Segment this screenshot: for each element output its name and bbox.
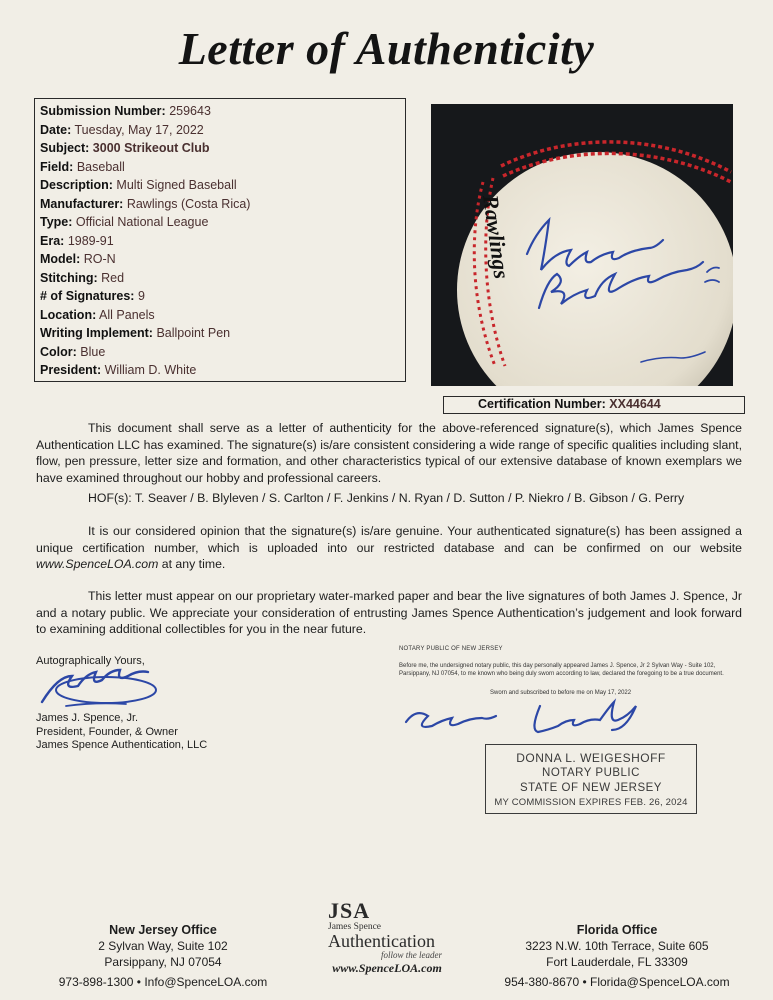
info-label: Manufacturer: — [40, 196, 124, 211]
office-city: Parsippany, NJ 07054 — [104, 955, 222, 969]
info-row — [40, 361, 400, 380]
closing-text: Autographically Yours, — [36, 655, 145, 667]
info-label: Submission Number: — [40, 104, 166, 118]
info-label: Date: — [40, 122, 72, 137]
opinion-paragraph — [36, 523, 742, 573]
paragraph-text: It is our considered opinion that the signature(s) is/are genuine. Your authenticated signature(s) has been assigned a unique certification number, which is uploaded into our restricted database and can be confirmed on our website — [36, 524, 742, 555]
office-address: 3223 N.W. 10th Terrace, Suite 605 — [525, 939, 709, 953]
signatory-name: James J. Spence, Jr. — [36, 712, 139, 724]
notary-expiry: MY COMMISSION EXPIRES FEB. 26, 2024 — [494, 797, 688, 808]
info-row — [40, 139, 400, 158]
signatory-company: James Spence Authentication, LLC — [36, 739, 208, 751]
office-contact: 954-380-8670 • Florida@SpenceLOA.com — [504, 975, 730, 989]
authenticity-paragraph — [36, 420, 742, 486]
spence-signature — [36, 668, 166, 717]
info-value: Tuesday, May 17, 2022 — [74, 122, 204, 137]
paragraph-text: This document shall serve as a letter of authenticity for the above-referenced signature(s), which James Spence Authentication LLC has examined. The signature(s) is/are consistent considering a wide range of specific qualities including slant, flow, pen pressure, letter size and formation, and other characteristics typical of our extensive database of known exemplars we have examined throughout our hobby and professional careers. — [36, 421, 742, 485]
info-value: Official National League — [75, 215, 209, 229]
info-label: Era: — [40, 233, 65, 248]
signatory-title: President, Founder, & Owner — [36, 725, 178, 738]
logo-authentication: Authentication — [328, 931, 435, 951]
info-value: 9 — [137, 289, 145, 303]
info-value: William D. White — [104, 363, 197, 377]
notary-signature — [400, 698, 660, 743]
info-value: Blue — [80, 344, 106, 359]
baseball-photo — [431, 104, 733, 386]
office-city: Fort Lauderdale, FL 33309 — [546, 955, 688, 969]
baseball-image — [431, 104, 733, 386]
info-row — [40, 232, 400, 251]
office-address: 2 Sylvan Way, Suite 102 — [98, 939, 228, 953]
notary-statement: Before me, the undersigned notary public, this day personally appeared James J. Spence, Jr 2 Sylvan Way - Suite 102, Parsippany, NJ 07054, to me known who being duly sworn according to law, declared the foregoing to be a true document. — [399, 663, 724, 677]
signatory-block — [36, 712, 207, 753]
info-label: Description: — [40, 178, 113, 192]
info-value: 259643 — [169, 104, 211, 118]
notary-state: STATE OF NEW JERSEY — [520, 782, 662, 794]
info-value: 3000 Strikeout Club — [92, 141, 210, 155]
info-row — [40, 269, 400, 288]
info-row — [40, 158, 400, 177]
info-value: Rawlings (Costa Rica) — [126, 196, 251, 211]
info-row — [40, 176, 400, 195]
info-label: Model: — [40, 252, 81, 266]
office-title: Florida Office — [576, 923, 658, 937]
jsa-logo — [322, 900, 452, 976]
paragraph-text: This letter must appear on our proprietary water-marked paper and bear the live signatures of both James J. Spence, Jr and a notary public. We appreciate your consideration of entrusting James Spence Authentication’s judgement and look forward to examining additional collectibles for you in the near future. — [36, 589, 742, 636]
notary-stamp — [485, 744, 697, 814]
info-label: Color: — [40, 344, 77, 359]
info-label: # of Signatures: — [40, 289, 135, 303]
notary-title: NOTARY PUBLIC — [542, 767, 640, 779]
nj-office — [28, 922, 298, 990]
hof-list: HOF(s): T. Seaver / B. Blyleven / S. Carlton / F. Jenkins / N. Ryan / D. Sutton / P. Niekro / B. Gibson / G. Perry — [88, 491, 685, 505]
info-row — [40, 324, 400, 343]
rawlings-logo: Rawlings — [478, 193, 515, 281]
logo-tagline: follow the leader — [381, 950, 442, 960]
info-row — [40, 213, 400, 232]
submission-info-box — [34, 98, 406, 382]
info-label: Writing Implement: — [40, 326, 153, 340]
logo-website[interactable]: www.SpenceLOA.com — [332, 961, 442, 975]
website-link[interactable]: www.SpenceLOA.com — [36, 557, 159, 571]
info-value: 1989-91 — [67, 233, 114, 248]
info-label: Location: — [40, 307, 97, 322]
info-value: Red — [101, 270, 125, 285]
info-label: Subject: — [40, 141, 90, 155]
info-value: Ballpoint Pen — [156, 326, 231, 340]
fl-office — [486, 922, 748, 990]
info-value: All Panels — [99, 307, 155, 322]
info-label: Stitching: — [40, 270, 98, 285]
office-title: New Jersey Office — [109, 923, 217, 937]
info-label: Type: — [40, 215, 73, 229]
info-row — [40, 250, 400, 269]
paragraph-text: at any time. — [158, 557, 226, 571]
info-row — [40, 343, 400, 362]
watermark-paragraph — [36, 588, 742, 638]
notary-sworn-line: Sworn and subscribed to before me on May 17, 2022 — [490, 690, 632, 696]
info-label: President: — [40, 363, 102, 377]
info-row — [40, 287, 400, 306]
certification-number: XX44644 — [609, 397, 661, 411]
info-row — [40, 121, 400, 140]
info-value: RO-N — [83, 252, 116, 266]
info-row — [40, 306, 400, 325]
office-contact: 973-898-1300 • Info@SpenceLOA.com — [58, 975, 268, 989]
notary-name: DONNA L. WEIGESHOFF — [516, 751, 666, 765]
info-label: Field: — [40, 159, 74, 174]
info-row — [40, 102, 400, 121]
certification-label: Certification Number: — [478, 397, 606, 411]
info-row — [40, 195, 400, 214]
logo-james-spence: James Spence — [328, 922, 382, 932]
certification-number-box — [443, 396, 745, 414]
notary-header: NOTARY PUBLIC OF NEW JERSEY — [399, 646, 503, 652]
page-title: Letter of Authenticity — [178, 23, 595, 74]
info-value: Multi Signed Baseball — [116, 178, 237, 192]
logo-jsa: JSA — [328, 898, 371, 923]
info-value: Baseball — [76, 159, 125, 174]
